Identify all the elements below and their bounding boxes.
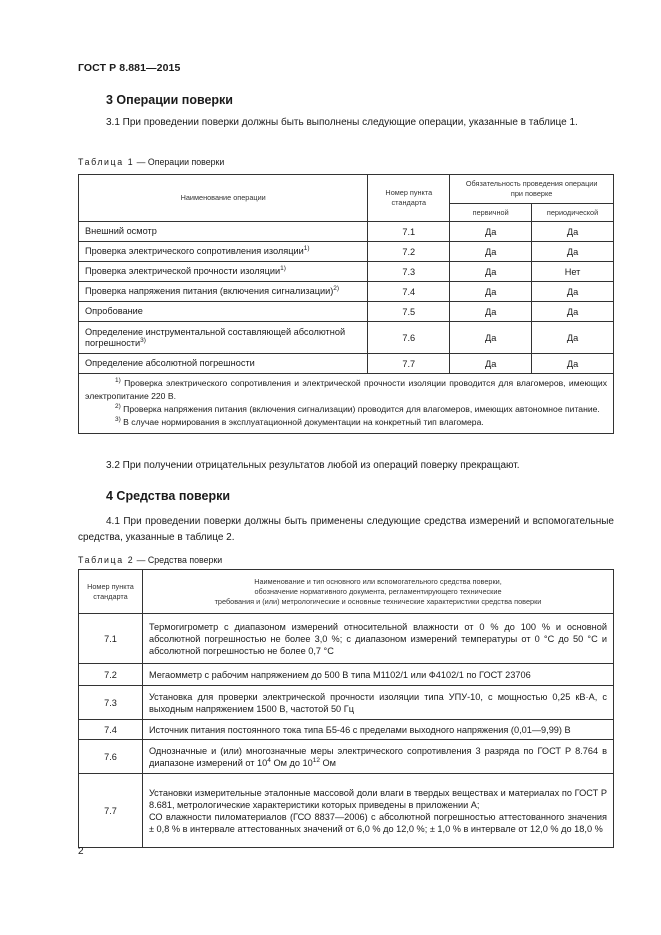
table-row: Опробование 7.5 Да Да xyxy=(79,302,614,322)
t1-header-periodic: периодической xyxy=(532,204,614,222)
table-2-verification-means xyxy=(78,569,614,848)
section-4-title: 4 Средства поверки xyxy=(106,489,231,503)
paragraph-3-1: 3.1 При проведении поверки должны быть выполнены следующие операции, указанные в таблице 1. xyxy=(106,117,578,128)
table-1-footnotes xyxy=(79,374,614,434)
t2-header-num: Номер пункта стандарта xyxy=(79,570,143,614)
t1-header-primary: первичной xyxy=(450,204,532,222)
table-1-caption: Таблица 1 — Операции поверки xyxy=(78,157,225,167)
t1-header-num: Номер пункта стандарта xyxy=(368,175,450,222)
table-row: 7.4 Источник питания постоянного тока типа Б5-46 с пределами выходного напряжения (0,01—9,99) В xyxy=(79,720,614,740)
footnote: $^{1)}$ Проверка электрического сопротивления и электрической прочности изоляции проводится для влагомеров, имеющих электропитание 220 В. xyxy=(85,377,607,401)
table-row: 7.2 Мегаомметр с рабочим напряжением до 500 В типа М1102/1 или Ф4102/1 по ГОСТ 23706 xyxy=(79,664,614,686)
t1-header-req: Обязательность проведения операции при поверке xyxy=(450,175,614,204)
document-header: ГОСТ Р 8.881—2015 xyxy=(78,62,181,74)
table-row: Определение инструментальной составляющей абсолютной погрешности$^{3)}$ 7.6 Да Да xyxy=(79,322,614,354)
section-3-title: 3 Операции поверки xyxy=(106,93,233,107)
table-row: Внешний осмотр 7.1 Да Да xyxy=(79,222,614,242)
footnote: $^{3)}$ В случае нормирования в эксплуатационной документации на конкретный тип влагомера. xyxy=(115,416,484,427)
footnote: $^{2)}$ Проверка напряжения питания (включения сигнализации) проводится для влагомеров, имеющих автономное питание. xyxy=(115,403,600,414)
t2-header-desc: Наименование и тип основного или вспомогательного средства поверки, обозначение нормативного документа, регламентирующего технические требования и (или) метрологические и основные технические характеристики средства поверки xyxy=(142,570,613,614)
table-row: 7.1 Термогигрометр с диапазоном измерений относительной влажности от 0 % до 100 % и основной абсолютной погрешностью не более 3,0 %; с диапазоном измерений температуры от 0 °С до 50 °С и абсолютной погрешностью не более 0,7 °С xyxy=(79,614,614,664)
t1-header-name: Наименование операции xyxy=(79,175,368,222)
table-row: Проверка электрического сопротивления изоляции$^{1)}$ 7.2 Да Да xyxy=(79,242,614,262)
table-row: Проверка напряжения питания (включения сигнализации)$^{2)}$ 7.4 Да Да xyxy=(79,282,614,302)
table-row: 7.7 Установки измерительные эталонные массовой доли влаги в твердых веществах и материалах по ГОСТ Р 8.681, метрологические характеристики которых приведены в приложении А; СО влажности пиломатериалов (ГСО 8837—2006) с абсолютной погрешностью аттестованного значения ± 0,8 % в интервале аттестованных значений от 6,0 % до 12,0 %; ± 1,0 % в интервале от 12,0 % до 18,0 % xyxy=(79,774,614,848)
table-row: Определение абсолютной погрешности 7.7 Да Да xyxy=(79,354,614,374)
table-2-caption: Таблица 2 — Средства поверки xyxy=(78,555,223,565)
table-row: 7.3 Установка для проверки электрической прочности изоляции типа УПУ-10, с мощностью 0,25 кВ·А, с выходным напряжением 1500 В, частотой 50 Гц xyxy=(79,686,614,720)
page-number: 2 xyxy=(78,846,84,857)
paragraph-3-2: 3.2 При получении отрицательных результатов любой из операций поверку прекращают. xyxy=(106,460,520,471)
table-row: 7.6 Однозначные и (или) многозначные меры электрического сопротивления 3 разряда по ГОСТ Р 8.764 в диапазоне измерений от $10^4$ Ом до $10^{12}$ Ом xyxy=(79,740,614,774)
table-row: Проверка электрической прочности изоляции$^{1)}$ 7.3 Да Нет xyxy=(79,262,614,282)
table-1-operations xyxy=(78,174,614,434)
paragraph-4-1: 4.1 При проведении поверки должны быть применены следующие средства измерений и вспомогательные средства, указанные в таблице 2. xyxy=(78,516,614,543)
